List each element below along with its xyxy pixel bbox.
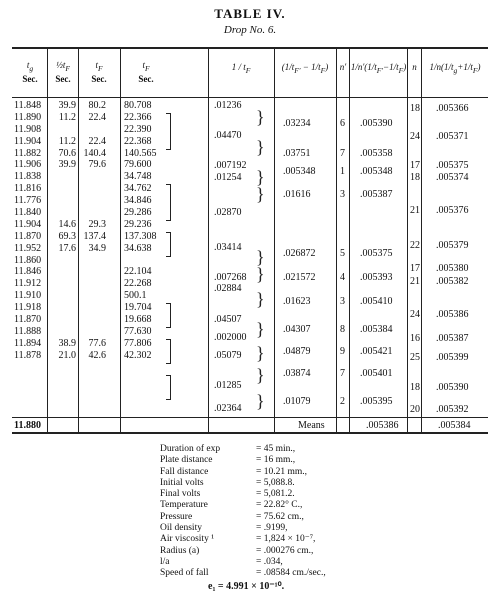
cell-diff: .021572 bbox=[283, 272, 316, 283]
cell-tg: 11.838 bbox=[14, 171, 42, 183]
cell-nsum: .005382 bbox=[436, 276, 469, 287]
bracket bbox=[166, 339, 171, 364]
cell-tg: 11.840 bbox=[14, 207, 42, 219]
cell-tg: 11.888 bbox=[14, 325, 42, 337]
bracket bbox=[166, 184, 171, 221]
cell-n: 22 bbox=[410, 240, 420, 251]
brace: } bbox=[256, 391, 265, 411]
cell-tf-avg: 29.236 bbox=[124, 218, 152, 230]
col-sep bbox=[78, 47, 79, 432]
cell-half-tf: 11.2 bbox=[58, 111, 76, 123]
cell-half-tf: 39.9 bbox=[58, 159, 76, 171]
cell-nprime: 4 bbox=[340, 272, 345, 283]
col-sep bbox=[421, 47, 422, 432]
cell-nsum: .005399 bbox=[436, 352, 469, 363]
cell-tf: 79.6 bbox=[88, 159, 106, 171]
summary-value: = 5,081.2. bbox=[256, 489, 295, 500]
cell-tg: 11.878 bbox=[14, 349, 42, 361]
cell-nsum: .005376 bbox=[436, 205, 469, 216]
cell-tf: 22.4 bbox=[88, 135, 106, 147]
cell-inverse: .007192 bbox=[214, 160, 247, 171]
cell-half-tf bbox=[50, 266, 76, 278]
brace: } bbox=[256, 107, 265, 127]
cell-tf: 29.3 bbox=[88, 218, 106, 230]
header-diff: $(1/t_{F'} - 1/t_F)$ bbox=[281, 62, 329, 75]
cell-tf bbox=[80, 124, 106, 136]
cell-nsum: .005366 bbox=[436, 103, 469, 114]
cell-ratio: .005410 bbox=[360, 296, 393, 307]
summary-label: l/a bbox=[160, 556, 170, 567]
cell-half-tf: 21.0 bbox=[58, 349, 76, 361]
bracket bbox=[166, 375, 171, 400]
cell-inverse: .01236 bbox=[214, 100, 242, 111]
cell-inverse: .002000 bbox=[214, 332, 247, 343]
header-tg: $t_g$ Sec. bbox=[22, 60, 38, 84]
cell-diff: .01079 bbox=[283, 396, 311, 407]
column-half-tf bbox=[50, 100, 76, 362]
header-tf-avg: $t_F$ Sec. bbox=[138, 60, 154, 84]
brace: } bbox=[256, 137, 265, 157]
column-tf bbox=[80, 100, 106, 362]
cell-tf-avg: 19.704 bbox=[124, 302, 152, 314]
brace: } bbox=[256, 247, 265, 267]
cell-inverse: .02364 bbox=[214, 403, 242, 414]
cell-tg: 11.906 bbox=[14, 159, 42, 171]
column-tg bbox=[14, 100, 48, 362]
cell-tf bbox=[80, 183, 106, 195]
cell-tf bbox=[80, 255, 106, 267]
brace: } bbox=[256, 365, 265, 385]
header-ratio: $1/n'(1/t_{F'}-1/t_F)$ bbox=[350, 62, 407, 75]
cell-nsum: .005371 bbox=[436, 131, 469, 142]
cell-diff: .005348 bbox=[283, 166, 316, 177]
cell-tf-avg: 79.600 bbox=[124, 159, 152, 171]
summary-value: = .9199, bbox=[256, 523, 288, 534]
cell-nsum: .005375 bbox=[436, 160, 469, 171]
cell-tf-avg: 140.565 bbox=[124, 147, 157, 159]
cell-nprime: 9 bbox=[340, 346, 345, 357]
cell-inverse: .01285 bbox=[214, 380, 242, 391]
summary-value: = 16 mm., bbox=[256, 455, 296, 466]
cell-tg: 11.816 bbox=[14, 183, 42, 195]
cell-ratio: .005348 bbox=[360, 166, 393, 177]
cell-tg: 11.904 bbox=[14, 135, 42, 147]
cell-tg: 11.776 bbox=[14, 195, 42, 207]
cell-tg: 11.894 bbox=[14, 337, 42, 349]
cell-half-tf bbox=[50, 124, 76, 136]
cell-tf: 137.4 bbox=[83, 230, 106, 242]
col-sep bbox=[336, 47, 337, 432]
cell-tg: 11.870 bbox=[14, 230, 42, 242]
cell-nprime: 5 bbox=[340, 248, 345, 259]
cell-tf bbox=[80, 326, 106, 338]
summary-label: Temperature bbox=[160, 500, 208, 511]
cell-half-tf bbox=[50, 314, 76, 326]
cell-tf-avg: 77.630 bbox=[124, 325, 152, 337]
cell-ratio: .005384 bbox=[360, 324, 393, 335]
cell-tf: 22.4 bbox=[88, 111, 106, 123]
col-sep bbox=[274, 47, 275, 432]
cell-n: 21 bbox=[410, 205, 420, 216]
cell-inverse: .02870 bbox=[214, 207, 242, 218]
summary-label: Duration of exp bbox=[160, 444, 221, 454]
cell-ratio: .005358 bbox=[360, 148, 393, 159]
cell-half-tf bbox=[50, 326, 76, 338]
cell-diff: .04879 bbox=[283, 346, 311, 357]
cell-n: 16 bbox=[410, 333, 420, 344]
cell-diff: .03751 bbox=[283, 148, 311, 159]
bottom-rule bbox=[12, 432, 488, 434]
cell-nprime: 2 bbox=[340, 396, 345, 407]
cell-tf bbox=[80, 266, 106, 278]
brace: } bbox=[256, 264, 265, 284]
cell-tf-avg: 22.390 bbox=[124, 123, 152, 135]
summary-label: Plate distance bbox=[160, 455, 213, 466]
summary-label: Fall distance bbox=[160, 466, 209, 477]
brace: } bbox=[256, 319, 265, 339]
summary-row bbox=[160, 467, 326, 478]
summary-row bbox=[160, 512, 326, 523]
cell-n: 17 bbox=[410, 263, 420, 274]
cell-n: 18 bbox=[410, 172, 420, 183]
summary-value: = 45 min., bbox=[256, 444, 296, 454]
col-sep bbox=[208, 47, 209, 432]
cell-tf-avg: 22.268 bbox=[124, 278, 152, 290]
cell-diff: .026872 bbox=[283, 248, 316, 259]
cell-inverse: .02884 bbox=[214, 283, 242, 294]
cell-tg: 11.890 bbox=[14, 111, 42, 123]
cell-tf-avg bbox=[124, 255, 166, 267]
experiment-summary bbox=[160, 444, 326, 580]
mean-nsum: .005384 bbox=[438, 420, 471, 431]
cell-tg: 11.870 bbox=[14, 314, 42, 326]
bracket bbox=[166, 113, 171, 150]
cell-diff: .03874 bbox=[283, 368, 311, 379]
cell-tf bbox=[80, 207, 106, 219]
table-subtitle: Drop No. 6. bbox=[223, 24, 277, 36]
cell-n: 17 bbox=[410, 160, 420, 171]
header-rule bbox=[12, 97, 488, 98]
summary-value: = 1,824 × 10⁻⁷, bbox=[256, 534, 316, 545]
summary-value: = 22.82° C., bbox=[256, 500, 303, 511]
cell-tf: 42.6 bbox=[88, 349, 106, 361]
brace: } bbox=[256, 343, 265, 363]
cell-half-tf bbox=[50, 195, 76, 207]
summary-value: = 5,088.8. bbox=[256, 477, 295, 488]
brace: } bbox=[256, 167, 265, 187]
cell-n: 18 bbox=[410, 382, 420, 393]
cell-inverse: .007268 bbox=[214, 272, 247, 283]
cell-tf-avg: 34.748 bbox=[124, 171, 152, 183]
cell-inverse: .04507 bbox=[214, 314, 242, 325]
cell-ratio: .005401 bbox=[360, 368, 393, 379]
summary-row bbox=[160, 557, 326, 568]
cell-half-tf: 70.6 bbox=[58, 147, 76, 159]
cell-tg: 11.848 bbox=[14, 100, 42, 111]
cell-inverse: .01254 bbox=[214, 172, 242, 183]
cell-tf-avg: 22.366 bbox=[124, 111, 152, 123]
cell-nsum: .005374 bbox=[436, 172, 469, 183]
summary-value: = 10.21 mm., bbox=[256, 466, 308, 477]
cell-half-tf: 17.6 bbox=[58, 242, 76, 254]
cell-tf: 80.2 bbox=[88, 100, 106, 111]
top-rule bbox=[12, 47, 488, 49]
header-nprime: n′ bbox=[339, 62, 347, 72]
cell-ratio: .005395 bbox=[360, 396, 393, 407]
cell-ratio: .005375 bbox=[360, 248, 393, 259]
cell-half-tf: 69.3 bbox=[58, 230, 76, 242]
cell-n: 21 bbox=[410, 276, 420, 287]
cell-half-tf: 14.6 bbox=[58, 218, 76, 230]
summary-row bbox=[160, 500, 326, 511]
col-sep bbox=[349, 47, 350, 432]
cell-half-tf bbox=[50, 171, 76, 183]
cell-diff: .03234 bbox=[283, 118, 311, 129]
cell-n: 25 bbox=[410, 352, 420, 363]
brace: } bbox=[256, 184, 265, 204]
summary-value: = .034, bbox=[256, 556, 283, 567]
cell-tf: 77.6 bbox=[88, 337, 106, 349]
cell-tg: 11.918 bbox=[14, 302, 42, 314]
summary-row bbox=[160, 523, 326, 534]
means-rule bbox=[12, 417, 488, 418]
cell-n: 24 bbox=[410, 309, 420, 320]
cell-inverse: .05079 bbox=[214, 350, 242, 361]
cell-tf bbox=[80, 278, 106, 290]
cell-half-tf bbox=[50, 278, 76, 290]
brace: } bbox=[256, 289, 265, 309]
cell-nsum: .005386 bbox=[436, 309, 469, 320]
summary-label: Final volts bbox=[160, 489, 201, 500]
summary-label: Initial volts bbox=[160, 477, 204, 488]
bracket bbox=[166, 232, 171, 257]
means-label: Means bbox=[298, 420, 325, 431]
cell-ratio: .005387 bbox=[360, 189, 393, 200]
cell-nprime: 3 bbox=[340, 296, 345, 307]
cell-tf-avg: 34.638 bbox=[124, 242, 152, 254]
cell-ratio: .005390 bbox=[360, 118, 393, 129]
header-tf: $t_F$ Sec. bbox=[91, 60, 107, 84]
cell-half-tf bbox=[50, 207, 76, 219]
cell-tg: 11.860 bbox=[14, 254, 42, 266]
summary-label: Radius (a) bbox=[160, 545, 200, 556]
cell-ratio: .005393 bbox=[360, 272, 393, 283]
summary-row bbox=[160, 489, 326, 500]
cell-tf-avg: 42.302 bbox=[124, 349, 152, 361]
summary-label: Oil density bbox=[160, 523, 202, 534]
summary-value: = .08584 cm./sec., bbox=[256, 568, 326, 579]
cell-tf bbox=[80, 314, 106, 326]
cell-tg: 11.904 bbox=[14, 218, 42, 230]
cell-tf-avg: 19.668 bbox=[124, 314, 152, 326]
summary-value: = 75.62 cm., bbox=[256, 511, 304, 522]
cell-diff: .01623 bbox=[283, 296, 311, 307]
cell-tg: 11.952 bbox=[14, 242, 42, 254]
cell-half-tf bbox=[50, 302, 76, 314]
summary-row bbox=[160, 478, 326, 489]
header-nsum: $1/n(1/t_g+1/t_F)$ bbox=[429, 62, 481, 75]
mean-tg: 11.880 bbox=[14, 420, 41, 431]
cell-tg: 11.846 bbox=[14, 266, 42, 278]
cell-tg: 11.910 bbox=[14, 290, 42, 302]
summary-label: Pressure bbox=[160, 511, 193, 522]
header-half-tf: $\frac{1}{2}t_F$ Sec. bbox=[55, 60, 71, 84]
cell-tf bbox=[80, 171, 106, 183]
column-tf-avg bbox=[124, 100, 166, 362]
cell-half-tf bbox=[50, 290, 76, 302]
cell-nsum: .005387 bbox=[436, 333, 469, 344]
cell-diff: .04307 bbox=[283, 324, 311, 335]
cell-tg: 11.908 bbox=[14, 123, 42, 135]
summary-row bbox=[160, 455, 326, 466]
cell-half-tf: 11.2 bbox=[58, 135, 76, 147]
header-inverse: $1 / t_F$ bbox=[231, 62, 251, 75]
cell-ratio: .005421 bbox=[360, 346, 393, 357]
cell-tf-avg: 22.368 bbox=[124, 135, 152, 147]
cell-n: 20 bbox=[410, 404, 420, 415]
cell-n: 24 bbox=[410, 131, 420, 142]
cell-nprime: 6 bbox=[340, 118, 345, 129]
header-n: n bbox=[412, 62, 417, 72]
summary-row bbox=[160, 546, 326, 557]
cell-tf-avg: 34.846 bbox=[124, 195, 152, 207]
cell-nsum: .005392 bbox=[436, 404, 469, 415]
cell-tf-avg: 500.1 bbox=[124, 290, 147, 302]
cell-half-tf: 38.9 bbox=[58, 337, 76, 349]
cell-tf bbox=[80, 290, 106, 302]
cell-tf-avg: 34.762 bbox=[124, 183, 152, 195]
summary-label: Air viscosity ¹ bbox=[160, 534, 215, 545]
cell-tg: 11.912 bbox=[14, 278, 42, 290]
cell-tf-avg: 137.308 bbox=[124, 230, 157, 242]
cell-tg: 11.882 bbox=[14, 147, 42, 159]
cell-tf-avg: 80.708 bbox=[124, 100, 152, 111]
cell-nprime: 1 bbox=[340, 166, 345, 177]
summary-row bbox=[160, 568, 326, 579]
cell-nprime: 7 bbox=[340, 148, 345, 159]
cell-tf: 140.4 bbox=[83, 147, 106, 159]
col-sep bbox=[120, 47, 121, 432]
final-charge: e₁ = 4.991 × 10⁻¹⁰. bbox=[208, 581, 285, 592]
cell-nsum: .005379 bbox=[436, 240, 469, 251]
mean-ratio: .005386 bbox=[366, 420, 399, 431]
cell-nsum: .005390 bbox=[436, 382, 469, 393]
cell-nprime: 7 bbox=[340, 368, 345, 379]
cell-nprime: 8 bbox=[340, 324, 345, 335]
cell-tf: 34.9 bbox=[88, 242, 106, 254]
cell-tf-avg: 29.286 bbox=[124, 207, 152, 219]
cell-inverse: .03414 bbox=[214, 242, 242, 253]
cell-tf-avg: 77.806 bbox=[124, 337, 152, 349]
summary-value: = .000276 cm., bbox=[256, 545, 314, 556]
cell-tf bbox=[80, 302, 106, 314]
cell-n: 18 bbox=[410, 103, 420, 114]
cell-diff: .01616 bbox=[283, 189, 311, 200]
col-sep bbox=[407, 47, 408, 432]
cell-inverse: .04470 bbox=[214, 130, 242, 141]
cell-nprime: 3 bbox=[340, 189, 345, 200]
summary-row bbox=[160, 444, 326, 455]
cell-tf bbox=[80, 195, 106, 207]
summary-label: Speed of fall bbox=[160, 568, 209, 579]
cell-nsum: .005380 bbox=[436, 263, 469, 274]
cell-tf-avg: 22.104 bbox=[124, 266, 152, 278]
bracket bbox=[166, 303, 171, 328]
summary-row bbox=[160, 534, 326, 545]
cell-half-tf bbox=[50, 255, 76, 267]
cell-half-tf bbox=[50, 183, 76, 195]
table-title: TABLE IV. bbox=[214, 6, 286, 21]
cell-half-tf: 39.9 bbox=[58, 100, 76, 111]
